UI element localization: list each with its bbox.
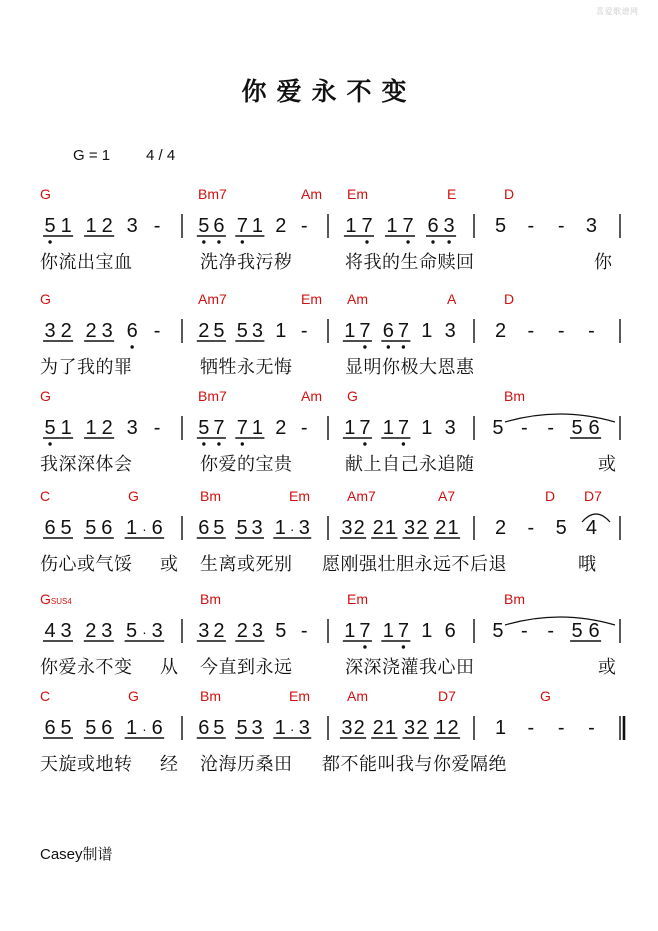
note-digit: 2 (101, 417, 113, 439)
lyric-text: 或 (160, 554, 179, 575)
note-digit: 2 (275, 417, 287, 439)
lyric-text: 牺牲永无悔 (200, 357, 293, 378)
note-digit: 1 (126, 517, 138, 539)
dash-extend: - (300, 215, 308, 237)
note-digit: 1 (421, 620, 433, 642)
chord-name: Am (347, 291, 368, 307)
note-digit: 5 (198, 417, 210, 439)
note-digit: 3 (341, 717, 353, 739)
note-digit: 7 (213, 417, 225, 439)
low-octave-dot (48, 442, 51, 445)
dash-extend: - (527, 517, 535, 539)
chord-name: G (128, 488, 139, 504)
low-octave-dot (217, 240, 220, 243)
note-digit: 3 (403, 517, 416, 539)
dash-extend: - (557, 717, 565, 739)
note-digit: 6 (126, 320, 138, 342)
note-digit: 7 (397, 417, 409, 439)
low-octave-dot (363, 645, 366, 648)
augmentation-dot: · (289, 721, 295, 737)
note-digit: 2 (372, 517, 384, 539)
note-digit: 1 (447, 517, 459, 539)
note-digit: 6 (101, 717, 113, 739)
low-octave-dot (402, 645, 405, 648)
note-digit: 1 (275, 320, 287, 342)
note-digit: 2 (372, 717, 384, 739)
note-digit: 3 (151, 620, 163, 642)
note-digit: 7 (359, 320, 371, 342)
note-digit: 3 (101, 320, 113, 342)
chord-name: G (40, 291, 51, 307)
note-digit: 5 (44, 417, 56, 439)
note-digit: 1 (60, 215, 72, 237)
note-digit: 1 (494, 717, 507, 739)
author-credit: Casey制谱 (40, 846, 113, 863)
dash-extend: - (557, 320, 565, 342)
chord-name: D (545, 488, 556, 504)
augmentation-dot: · (142, 624, 147, 640)
note-digit: 1 (251, 215, 263, 237)
note-digit: 1 (421, 417, 433, 439)
note-digit: 1 (85, 215, 97, 237)
lyric-text: 显明你极大恩惠 (345, 357, 475, 378)
note-digit: 3 (298, 717, 310, 739)
low-octave-dot (48, 240, 51, 243)
chord-name: D (504, 186, 515, 202)
low-octave-dot (406, 240, 409, 243)
note-digit: 4 (44, 620, 56, 642)
note-digit: 6 (151, 517, 163, 539)
chord-name: G (128, 688, 139, 704)
note-digit: 2 (213, 620, 225, 642)
low-octave-dot (202, 442, 205, 445)
note-digit: 6 (588, 620, 600, 642)
chord-name: D7 (438, 688, 456, 704)
chord-name: Em (289, 488, 310, 504)
note-digit: 2 (85, 320, 97, 342)
note-digit: 1 (251, 417, 263, 439)
low-octave-dot (365, 240, 368, 243)
note-digit: 1 (85, 417, 97, 439)
note-digit: 5 (126, 620, 138, 642)
note-digit: 2 (275, 215, 287, 237)
lyric-text: 生离或死别 (200, 554, 293, 575)
note-digit: 5 (60, 517, 72, 539)
note-digit: 5 (275, 620, 287, 642)
augmentation-dot: · (142, 521, 147, 537)
note-digit: 4 (585, 517, 598, 539)
note-digit: 7 (402, 215, 414, 237)
note-digit: 3 (251, 320, 263, 342)
low-octave-dot (241, 240, 244, 243)
note-digit: 2 (198, 320, 210, 342)
lyric-text: 将我的生命赎回 (345, 252, 475, 273)
note-digit: 1 (344, 417, 356, 439)
dash-extend: - (527, 717, 535, 739)
chord-name: A7 (438, 488, 456, 504)
lyric-text: 从 (160, 657, 179, 678)
note-digit: 1 (384, 717, 397, 739)
chord-suffix: SUS4 (50, 597, 72, 606)
lyric-text: 天旋或地转 (40, 754, 133, 775)
note-digit: 1 (344, 620, 356, 642)
chord-name: C (40, 688, 51, 704)
dash-extend: - (588, 320, 595, 342)
note-digit: 5 (236, 517, 248, 539)
note-digit: 3 (251, 620, 263, 642)
low-octave-dot (202, 240, 205, 243)
low-octave-dot (363, 442, 366, 445)
dash-extend: - (300, 417, 308, 439)
note-digit: 6 (213, 215, 225, 237)
note-digit: 7 (397, 620, 409, 642)
low-octave-dot (363, 345, 366, 348)
dash-extend: - (520, 620, 528, 642)
note-digit: 3 (341, 517, 353, 539)
note-digit: 5 (571, 417, 583, 439)
chord-name: D7 (584, 488, 602, 504)
low-octave-dot (402, 345, 405, 348)
lyric-text: 都不能叫我与你爱隔绝 (322, 754, 507, 775)
note-digit: 5 (492, 417, 504, 439)
note-digit: 6 (198, 517, 210, 539)
note-digit: 3 (298, 517, 310, 539)
note-digit: 2 (85, 620, 97, 642)
lyric-text: 或 (598, 657, 617, 678)
note-digit: 3 (251, 517, 263, 539)
note-digit: 1 (274, 517, 286, 539)
note-digit: 5 (555, 517, 567, 539)
note-digit: 1 (386, 215, 398, 237)
lyric-text: 我深深体会 (40, 454, 133, 475)
chord-name: A (447, 291, 457, 307)
lyric-text: 伤心或气馁 (40, 554, 133, 575)
note-digit: 3 (251, 717, 263, 739)
note-digit: 2 (416, 717, 428, 739)
note-digit: 1 (60, 417, 72, 439)
note-digit: 5 (85, 517, 97, 539)
note-digit: 3 (44, 320, 56, 342)
low-octave-dot (241, 442, 244, 445)
dash-extend: - (153, 215, 161, 237)
note-digit: 3 (198, 620, 210, 642)
chord-name: Em (301, 291, 322, 307)
note-digit: 3 (444, 417, 456, 439)
chord-name: C (40, 488, 51, 504)
note-digit: 7 (236, 417, 248, 439)
chord-name: Em (347, 591, 368, 607)
chord-name: Bm (504, 591, 525, 607)
note-digit: 1 (126, 717, 138, 739)
note-digit: 5 (213, 717, 225, 739)
lyric-text: 沧海历桑田 (200, 754, 293, 775)
lyric-text: 哦 (578, 554, 597, 575)
chord-name: Am (347, 688, 368, 704)
note-digit: 5 (236, 717, 248, 739)
note-digit: 3 (60, 620, 72, 642)
note-digit: 3 (443, 215, 455, 237)
lyric-text: 或 (598, 454, 617, 475)
note-digit: 5 (236, 320, 248, 342)
chord-name: Bm (200, 591, 221, 607)
lyric-text: 深深浇灌我心田 (345, 657, 475, 678)
note-digit: 3 (585, 215, 598, 237)
note-digit: 1 (274, 717, 286, 739)
dash-extend: - (153, 320, 161, 342)
dash-extend: - (527, 320, 535, 342)
chord-name: Am (301, 388, 322, 404)
low-octave-dot (130, 345, 133, 348)
note-digit: 2 (447, 717, 459, 739)
lyric-text: 你流出宝血 (40, 252, 133, 273)
note-digit: 1 (345, 215, 357, 237)
chord-name: Am (301, 186, 322, 202)
dash-extend: - (300, 620, 308, 642)
dash-extend: - (153, 417, 161, 439)
note-digit: 3 (444, 320, 456, 342)
note-digit: 1 (384, 517, 397, 539)
note-digit: 2 (416, 517, 428, 539)
time-signature: 4 / 4 (146, 147, 176, 164)
lyric-text: 洗净我污秽 (200, 252, 293, 273)
note-digit: 6 (588, 417, 600, 439)
low-octave-dot (217, 442, 220, 445)
chord-name: Bm7 (198, 186, 227, 202)
note-digit: 5 (198, 215, 210, 237)
chord-name: G (347, 388, 358, 404)
chord-name: Bm7 (198, 388, 227, 404)
note-digit: 2 (101, 215, 113, 237)
note-digit: 6 (427, 215, 439, 237)
lyric-text: 经 (160, 754, 179, 775)
note-digit: 6 (101, 517, 113, 539)
dash-extend: - (520, 417, 528, 439)
note-digit: 5 (60, 717, 72, 739)
song-title: 你爱永不变 (241, 77, 417, 106)
note-digit: 5 (44, 215, 56, 237)
chord-name: Em (347, 186, 368, 202)
key-signature: G = 1 (73, 147, 111, 164)
note-digit: 2 (60, 320, 72, 342)
dash-extend: - (557, 215, 565, 237)
note-digit: 5 (494, 215, 507, 237)
note-digit: 6 (382, 320, 394, 342)
note-digit: 2 (494, 517, 507, 539)
note-digit: 5 (492, 620, 504, 642)
lyric-text: 你爱的宝贵 (200, 454, 293, 475)
note-digit: 1 (435, 717, 447, 739)
lyric-text: 愿刚强壮胆永远不后退 (322, 554, 507, 575)
note-digit: 1 (344, 320, 356, 342)
chord-name: E (447, 186, 457, 202)
low-octave-dot (402, 442, 405, 445)
dash-extend: - (300, 320, 308, 342)
lyric-text: 你 (594, 252, 613, 273)
note-digit: 5 (571, 620, 583, 642)
dash-extend: - (547, 417, 555, 439)
watermark: 喜爱歌谱网 (596, 7, 639, 16)
note-digit: 1 (382, 417, 394, 439)
low-octave-dot (387, 345, 390, 348)
note-digit: 3 (126, 417, 138, 439)
note-digit: 6 (444, 620, 456, 642)
chord-name: Am7 (198, 291, 227, 307)
note-digit: 7 (361, 215, 373, 237)
note-digit: 7 (359, 620, 371, 642)
low-octave-dot (431, 240, 434, 243)
chord-name: Am7 (347, 488, 376, 504)
lyric-text: 今直到永远 (200, 657, 293, 678)
chord-name: G (540, 688, 551, 704)
note-digit: 6 (151, 717, 163, 739)
lyric-text: 献上自己永追随 (345, 454, 475, 475)
lyric-text: 为了我的罪 (40, 357, 133, 378)
chord-name: Bm (200, 488, 221, 504)
augmentation-dot: · (289, 521, 295, 537)
note-digit: 1 (421, 320, 433, 342)
chord-name: G (40, 591, 51, 607)
chord-name: Bm (504, 388, 525, 404)
note-digit: 1 (382, 620, 394, 642)
note-digit: 7 (397, 320, 409, 342)
dash-extend: - (547, 620, 555, 642)
note-digit: 5 (213, 517, 225, 539)
note-digit: 2 (435, 517, 447, 539)
note-digit: 7 (359, 417, 371, 439)
chord-name: Em (289, 688, 310, 704)
note-digit: 2 (236, 620, 248, 642)
augmentation-dot: · (142, 721, 147, 737)
note-digit: 5 (213, 320, 225, 342)
note-digit: 3 (101, 620, 113, 642)
chord-name: Bm (200, 688, 221, 704)
low-octave-dot (447, 240, 450, 243)
note-digit: 6 (44, 717, 56, 739)
note-digit: 3 (403, 717, 416, 739)
note-digit: 5 (85, 717, 97, 739)
chord-name: G (40, 388, 51, 404)
note-digit: 3 (126, 215, 138, 237)
dash-extend: - (588, 717, 595, 739)
dash-extend: - (527, 215, 535, 237)
note-digit: 2 (353, 717, 365, 739)
note-digit: 2 (353, 517, 365, 539)
chord-name: G (40, 186, 51, 202)
note-digit: 6 (44, 517, 56, 539)
lyric-text: 你爱永不变 (40, 657, 133, 678)
note-digit: 2 (494, 320, 507, 342)
note-digit: 6 (198, 717, 210, 739)
chord-name: D (504, 291, 515, 307)
note-digit: 7 (236, 215, 248, 237)
